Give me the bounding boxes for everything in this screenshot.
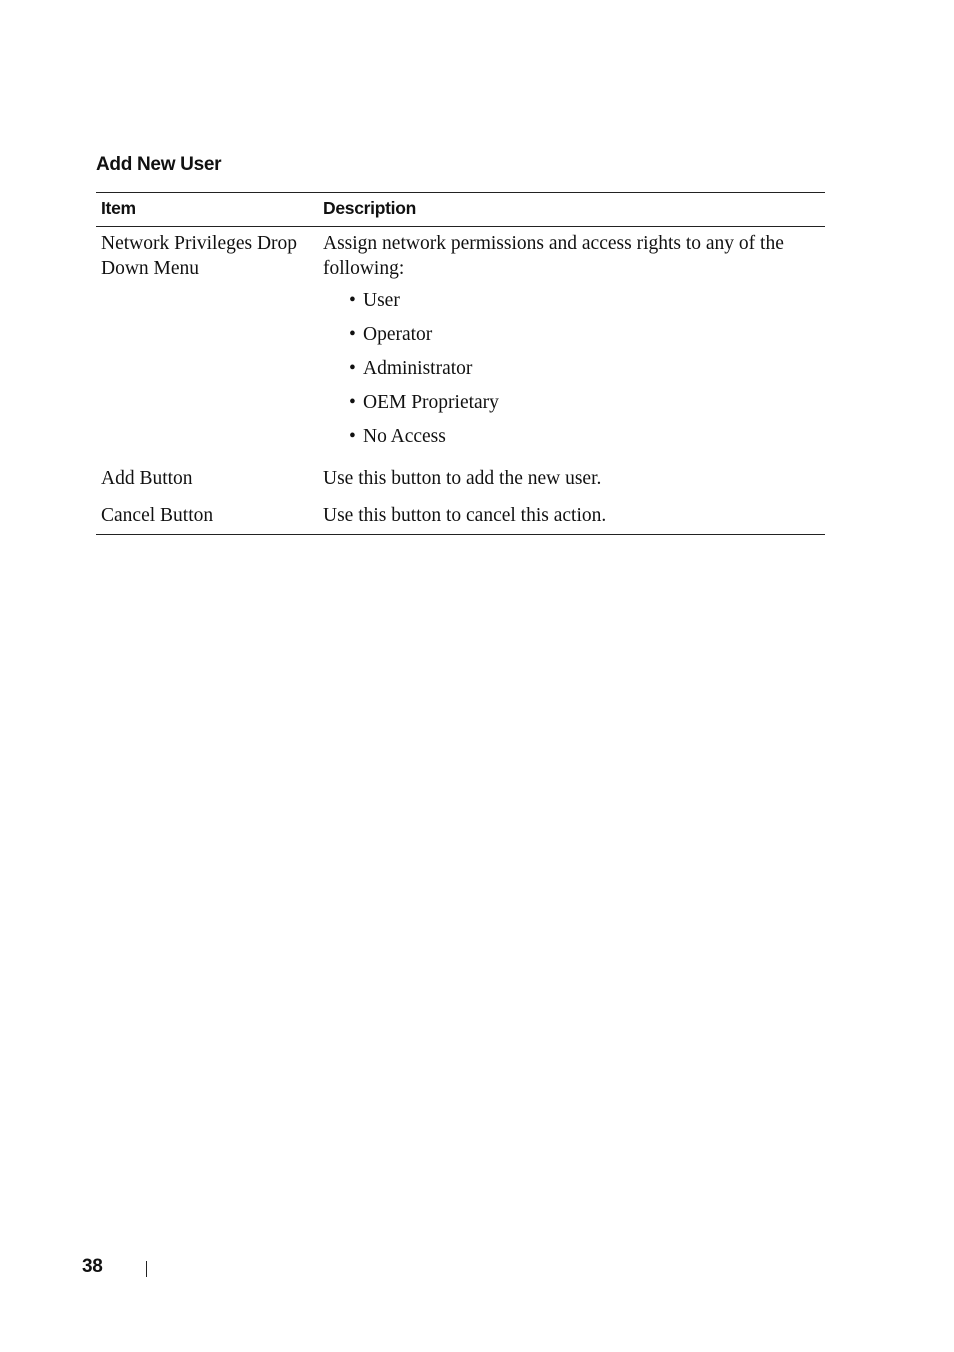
list-item-label: OEM Proprietary (363, 392, 499, 413)
list-item (349, 424, 820, 458)
list-item (349, 356, 820, 390)
description-text: Assign network permissions and access rights to any of the following: (323, 233, 784, 279)
footer-divider (146, 1261, 147, 1277)
table-row (96, 462, 825, 495)
bullet-icon: • (349, 426, 356, 447)
description-cell: Use this button to cancel this action. (323, 505, 607, 526)
bullet-icon: • (349, 392, 356, 413)
list-item-label: User (363, 290, 400, 311)
description-cell (318, 227, 825, 463)
description-cell: Use this button to add the new user. (323, 468, 602, 489)
table-row (96, 227, 825, 463)
list-item-label: Administrator (363, 358, 473, 379)
privilege-list (323, 288, 820, 458)
list-item-label: Operator (363, 324, 433, 345)
bullet-icon: • (349, 290, 356, 311)
bullet-icon: • (349, 358, 356, 379)
table-row (96, 495, 825, 535)
bullet-icon: • (349, 324, 356, 345)
list-item (349, 390, 820, 424)
section-title: Add New User (96, 154, 222, 175)
add-new-user-table (96, 192, 825, 535)
page-number: 38 (82, 1256, 103, 1277)
item-cell: Cancel Button (101, 505, 214, 526)
column-header-description: Description (318, 193, 825, 227)
list-item (349, 288, 820, 322)
column-header-item: Item (96, 193, 318, 227)
list-item (349, 322, 820, 356)
item-cell: Network Privileges Drop Down Menu (101, 233, 298, 279)
list-item-label: No Access (363, 426, 446, 447)
table-header-row (96, 193, 825, 227)
item-cell: Add Button (101, 468, 193, 489)
